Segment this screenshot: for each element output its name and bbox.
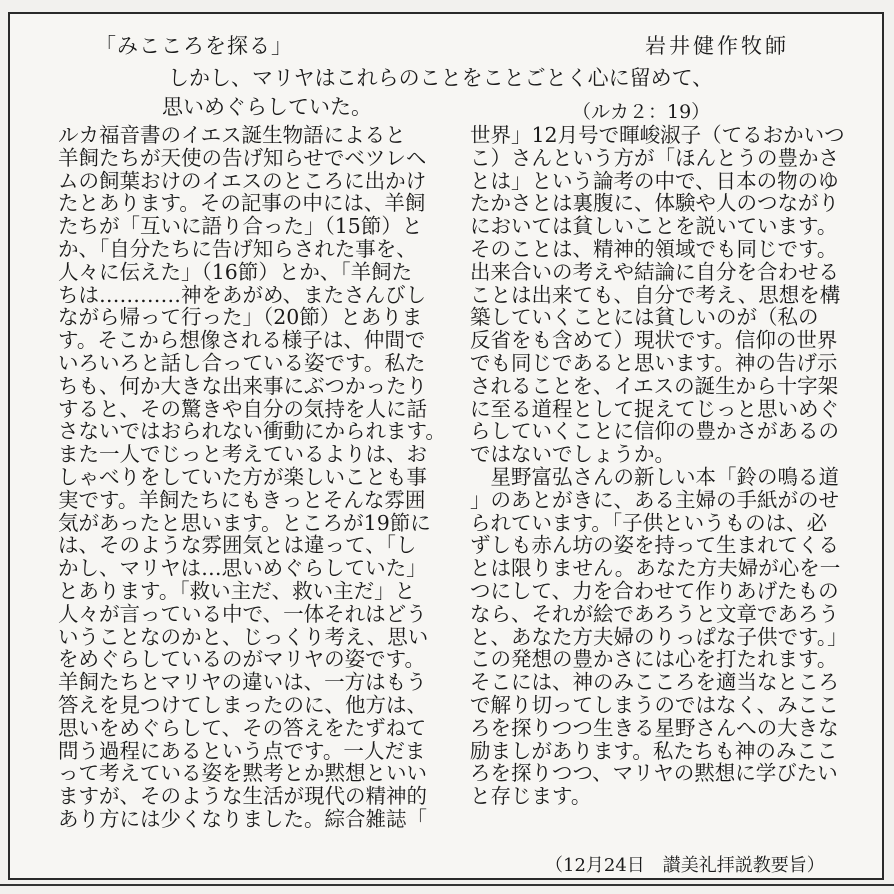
body-text-line: 実です。羊飼たちにもきっとそんな雰囲 [58, 487, 426, 512]
body-text-line: をめぐらしているのがマリヤの姿です。 [58, 647, 425, 672]
body-text-line: しゃべりをしていた方が楽しいことも事 [58, 464, 427, 489]
body-text-line: いろいろと話し合っている姿です。私た [58, 350, 426, 375]
verse-line-2: 思いめぐらしていた。 [162, 95, 372, 119]
body-text-line: 築していくことには貧しいのが（私の [470, 305, 819, 330]
body-text-line: 反省をも含めて）現状です。信仰の世界 [470, 328, 838, 353]
body-text-line: ながら帰って行った」（20節）とありま [58, 305, 423, 330]
article-title: 「みこころを探る」 [95, 34, 293, 58]
body-text-line: 羊飼たちが天使の告げ知らせでベツレヘ [58, 145, 427, 170]
body-text-line: られています。「子供というものは、必 [470, 510, 828, 535]
body-text-line: 人々が言っている中で、一体それはどう [58, 601, 427, 626]
body-text-line: あり方には少くなりました。綜合雑誌「 [58, 806, 427, 831]
body-text-line: ろを探りつつ、マリヤの黙想に学びたい [470, 761, 838, 786]
author-name: 岩井健作牧師 [645, 34, 789, 58]
body-text-line: 問う過程にあるという点です。一人だま [58, 738, 426, 763]
body-text-line: か、「自分たちに告げ知らされた事を、 [58, 236, 417, 261]
body-text-line: 星野富弘さんの新しい本「鈴の鳴る道 [470, 464, 839, 489]
body-text-line: は、そのような雰囲気とは違って、「し [58, 533, 417, 558]
body-text-line: ちは…………神をあがめ、またさんびし [58, 282, 427, 307]
body-text-line: この発想の豊かさには心を打たれます。 [470, 647, 838, 672]
body-text-line: ルカ福音書のイエス誕生物語によると [58, 123, 406, 147]
body-column-left [58, 124, 462, 831]
body-text-line: 思いをめぐらして、その答えをたずねて [58, 715, 427, 740]
body-text-line: す。そこから想像される様子は、仲間で [58, 328, 426, 353]
body-text-line: 答えを見つけてしまったのに、他方は、 [58, 692, 427, 717]
body-text-line: ことは出来ても、自分で考え、思想を構 [470, 282, 841, 307]
body-text-line: かし、マリヤは…思いめぐらしていた」 [58, 556, 427, 581]
body-text-line: そのことは、精神的領域でも同じです。 [470, 236, 838, 261]
body-text-line: されることを、イエスの誕生から十字架 [470, 373, 839, 398]
body-text-line: と、あなた方夫婦のりっぱな子供です。」 [470, 624, 848, 649]
body-text-line: 」のあとがきに、ある主婦の手紙がのせ [470, 487, 839, 512]
body-text-line: とは」という論考の中で、日本の物のゆ [470, 168, 839, 193]
body-text-line: たかさとは裏腹に、体験や人のつながり [470, 191, 839, 216]
body-text-line: ムの飼葉おけのイエスのところに出かけ [58, 168, 427, 193]
body-text-line: 世界」12月号で暉峻淑子（てるおかいつ [470, 123, 845, 147]
body-text-line: ちも、何か大きな出来事にぶつかったり [58, 373, 427, 398]
body-text-line: 人々に伝えた」（16節）とか、「羊飼た [58, 259, 413, 284]
body-text-line: ずしも赤ん坊の姿を持って生まれてくる [470, 533, 839, 558]
sermon-closing-note: （12月24日 讃美礼拝説教要旨） [545, 855, 825, 876]
body-text-line: つにして、力を合わせて作りあげたもの [470, 578, 839, 603]
body-column-right [470, 124, 870, 808]
body-text-line: と存じます。 [470, 784, 592, 809]
body-text-line: とは限りません。あなた方夫婦が心を一 [470, 556, 841, 581]
body-text-line: って考えている姿を黙考とか黙想といい [58, 761, 427, 786]
body-text-line: 気があったと思います。ところが19節に [58, 510, 431, 535]
body-text-line: で解り切ってしまうのではなく、みここ [470, 692, 839, 717]
body-text-line: とあります。「救い主だ、救い主だ」と [58, 578, 416, 603]
body-text-line: ますが、そのような生活が現代の精神的 [58, 784, 427, 809]
body-text-line: そこには、神のみこころを適当なところ [470, 670, 839, 695]
body-text-line: また一人でじっと考えているよりは、お [58, 442, 427, 467]
body-text-line: ろを探りつつ生きる星野さんへの大きな [470, 715, 839, 740]
body-text-line: たちが「互いに語り合った」（15節）と [58, 214, 423, 239]
body-text-line: 励ましがあります。私たちも神のみここ [470, 738, 838, 763]
body-text-line: 羊飼たちとマリヤの違いは、一方はもう [58, 670, 427, 695]
body-text-line: いうことなのかと、じっくり考え、思い [58, 624, 429, 649]
body-text-line: ではないでしょうか。 [470, 442, 675, 467]
body-text-line: たとあります。その記事の中には、羊飼 [58, 191, 426, 216]
verse-reference: （ルカ２：19） [572, 101, 711, 123]
body-text-line: なら、それが絵であろうと文章であろう [470, 601, 839, 626]
body-text-line: においては貧しいことを説いています。 [470, 214, 838, 239]
verse-line-1: しかし、マリヤはこれらのことをことごとく心に留めて、 [168, 66, 714, 90]
body-text-line: に至る道程として捉えてじっと思いめぐ [470, 396, 839, 421]
body-text-line: すると、その驚きや自分の気持を人に話 [58, 396, 427, 421]
body-text-line: でも同じであると思います。神の告げ示 [470, 350, 838, 375]
body-text-line: らしていくことに信仰の豊かさがあるの [470, 419, 839, 444]
body-text-line: さないではおられない衝動にかられます。 [58, 419, 446, 444]
body-text-line: こ）さんという方が「ほんとうの豊かさ [470, 145, 839, 170]
body-text-line: 出来合いの考えや結論に自分を合わせる [470, 259, 839, 284]
bottom-divider [0, 884, 894, 886]
